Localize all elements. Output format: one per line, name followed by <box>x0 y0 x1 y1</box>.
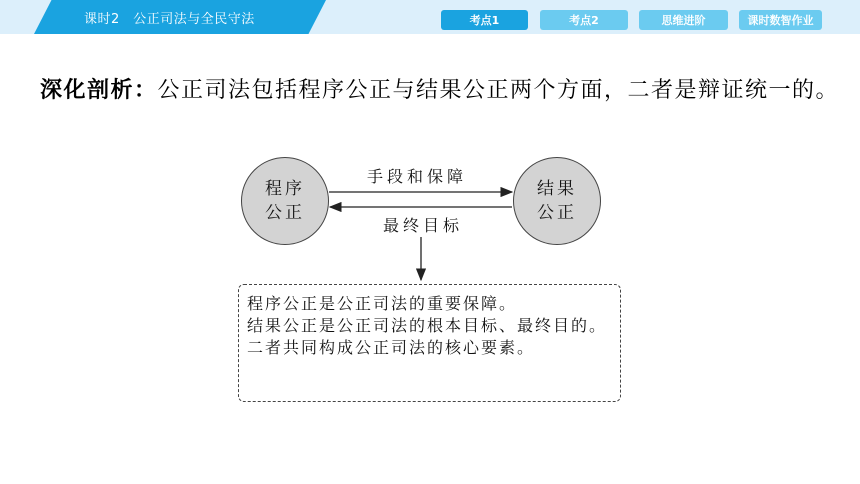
note-item: 程序公正是公正司法的重要保障。 <box>247 294 518 313</box>
node-substantive-justice <box>513 157 601 245</box>
top-arrow-label: 手段和保障 <box>367 167 468 186</box>
node-procedural-justice <box>241 157 329 245</box>
notes-box <box>238 284 621 402</box>
tab-kaodian-2[interactable]: 考点2 <box>540 10 628 30</box>
tab-keshi-zuoye[interactable]: 课时数智作业 <box>739 10 822 30</box>
node-substantive-line2: 公正 <box>537 203 577 223</box>
note-item: 二者共同构成公正司法的核心要素。 <box>247 338 536 357</box>
node-procedural-line1: 程序 <box>265 179 305 199</box>
note-item: 结果公正是公正司法的根本目标、最终目的。 <box>247 316 608 335</box>
tab-siwei-jinjie[interactable]: 思维进阶 <box>639 10 728 30</box>
lesson-title: 课时2 公正司法与全民守法 <box>84 12 255 27</box>
node-procedural-line2: 公正 <box>265 203 305 223</box>
node-substantive-line1: 结果 <box>537 179 577 199</box>
bottom-arrow-label: 最终目标 <box>383 216 464 235</box>
analysis-label: 深化剖析： <box>40 78 158 103</box>
tab-kaodian-1[interactable]: 考点1 <box>441 10 528 30</box>
analysis-text: 公正司法包括程序公正与结果公正两个方面，二者是辩证统一的。 <box>157 78 840 103</box>
